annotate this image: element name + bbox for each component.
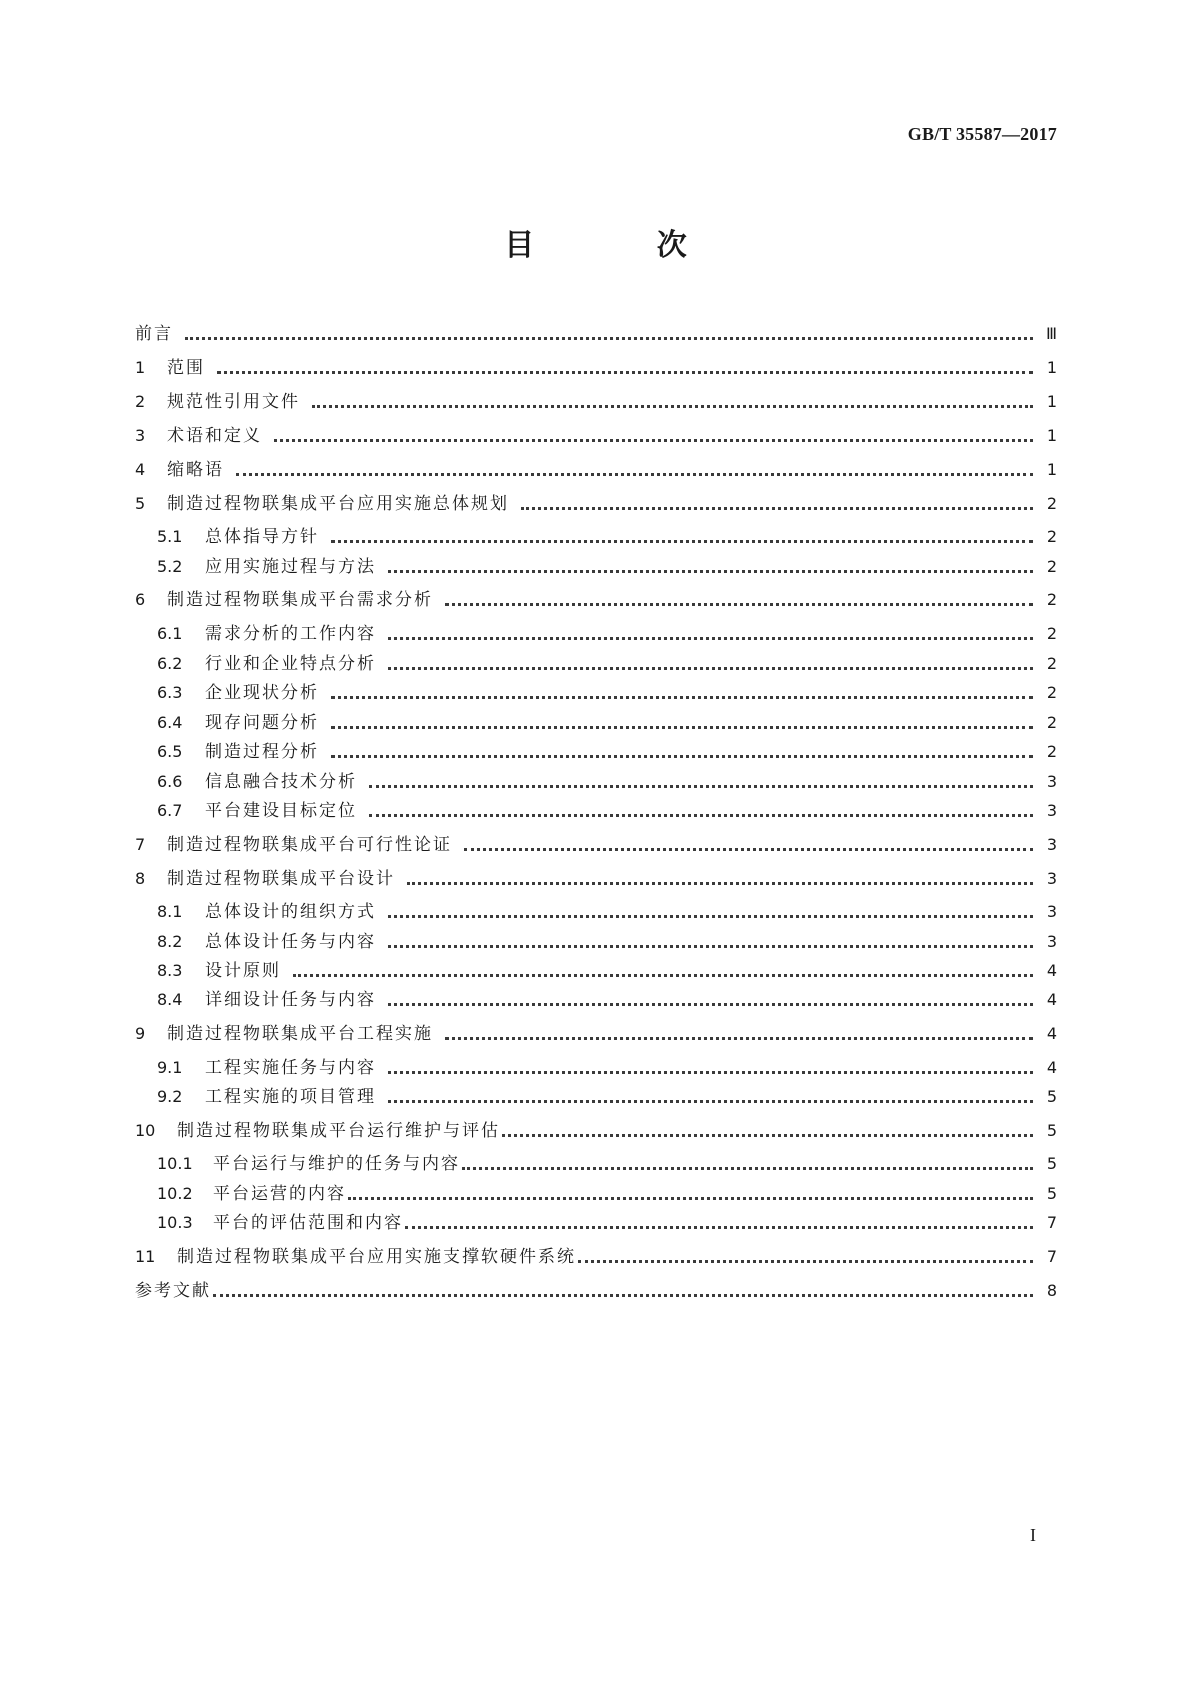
toc-entry-10[interactable] xyxy=(135,1119,1057,1143)
toc-entry-number: 6.2 xyxy=(157,654,183,673)
toc-entry-5-2[interactable] xyxy=(157,555,1057,579)
toc-entry-number: 6.7 xyxy=(157,801,183,820)
toc-entry-number: 6.1 xyxy=(157,624,183,643)
toc-entry-4[interactable] xyxy=(135,458,1057,482)
toc-entry-9-2[interactable] xyxy=(157,1085,1057,1109)
toc-leader-dots xyxy=(388,1100,1033,1103)
toc-entry-6-6[interactable] xyxy=(157,770,1057,794)
toc-entry-number: 9.1 xyxy=(157,1058,183,1077)
toc-entry-page: 2 xyxy=(1046,557,1057,576)
toc-entry-page: 5 xyxy=(1046,1154,1057,1173)
toc-entry-6-2[interactable] xyxy=(157,652,1057,676)
toc-leader-dots xyxy=(388,570,1033,573)
toc-entry-label: 平台运行与维护的任务与内容 xyxy=(213,1154,460,1174)
toc-entry-number: 7 xyxy=(135,835,146,854)
toc-title: 目 次 xyxy=(504,228,743,263)
toc-entry-number: 10 xyxy=(135,1121,156,1140)
toc-entry-label: 详细设计任务与内容 xyxy=(205,990,376,1010)
toc-leader-dots xyxy=(348,1197,1033,1200)
toc-leader-dots xyxy=(407,882,1033,885)
toc-leader-dots xyxy=(405,1226,1033,1229)
toc-entry-number: 8.2 xyxy=(157,932,183,951)
toc-leader-dots xyxy=(388,945,1033,948)
toc-entry-1[interactable] xyxy=(135,356,1057,380)
toc-entry-page: 4 xyxy=(1046,990,1057,1009)
toc-entry-label: 平台运营的内容 xyxy=(213,1184,346,1204)
toc-entry-number: 8.3 xyxy=(157,961,183,980)
toc-entry-label: 术语和定义 xyxy=(167,426,262,446)
toc-leader-dots xyxy=(293,974,1033,977)
toc-entry-label: 制造过程物联集成平台应用实施总体规划 xyxy=(167,494,509,514)
page-number-text: I xyxy=(1030,1525,1036,1545)
toc-entry-foreword[interactable] xyxy=(135,322,1057,346)
toc-entry-page: 2 xyxy=(1046,683,1057,702)
toc-leader-dots xyxy=(388,1003,1033,1006)
toc-entry-6-4[interactable] xyxy=(157,711,1057,735)
toc-leader-dots xyxy=(502,1134,1033,1137)
toc-entry-label: 制造过程物联集成平台需求分析 xyxy=(167,590,433,610)
toc-entry-number: 5.1 xyxy=(157,527,183,546)
toc-leader-dots xyxy=(369,785,1033,788)
toc-entry-8[interactable] xyxy=(135,867,1057,891)
toc-entry-page: 3 xyxy=(1046,801,1057,820)
toc-leader-dots xyxy=(445,603,1033,606)
toc-entry-label: 制造过程物联集成平台工程实施 xyxy=(167,1024,433,1044)
toc-entry-label: 总体指导方针 xyxy=(205,527,319,547)
toc-leader-dots xyxy=(464,848,1033,851)
toc-entry-number: 6.4 xyxy=(157,713,183,732)
toc-entry-number: 5.2 xyxy=(157,557,183,576)
toc-entry-label: 范围 xyxy=(167,358,205,378)
toc-entry-page: 5 xyxy=(1046,1121,1057,1140)
toc-entry-3[interactable] xyxy=(135,424,1057,448)
toc-entry-label: 制造过程物联集成平台设计 xyxy=(167,869,395,889)
toc-entry-label: 设计原则 xyxy=(205,961,281,981)
toc-entry-6-1[interactable] xyxy=(157,622,1057,646)
toc-entry-page: 2 xyxy=(1046,624,1057,643)
toc-entry-label: 规范性引用文件 xyxy=(167,392,300,412)
toc-entry-10-2[interactable] xyxy=(157,1182,1057,1206)
toc-entry-page: 4 xyxy=(1046,1058,1057,1077)
toc-entry-label: 制造过程物联集成平台可行性论证 xyxy=(167,835,452,855)
toc-entry-label: 前言 xyxy=(135,324,173,344)
toc-entry-page: 3 xyxy=(1046,902,1057,921)
toc-entry-number: 11 xyxy=(135,1247,156,1266)
toc-leader-dots xyxy=(185,337,1033,340)
toc-entry-label: 制造过程分析 xyxy=(205,742,319,762)
toc-entry-8-2[interactable] xyxy=(157,930,1057,954)
toc-entry-label: 企业现状分析 xyxy=(205,683,319,703)
toc-entry-label: 行业和企业特点分析 xyxy=(205,654,376,674)
toc-entry-page: 2 xyxy=(1046,742,1057,761)
toc-entry-page: 1 xyxy=(1046,358,1057,377)
toc-entry-number: 6.6 xyxy=(157,772,183,791)
toc-entry-number: 6.5 xyxy=(157,742,183,761)
toc-entry-10-1[interactable] xyxy=(157,1152,1057,1176)
toc-entry-number: 5 xyxy=(135,494,146,513)
toc-entry-page: 4 xyxy=(1046,1024,1057,1043)
toc-entry-11[interactable] xyxy=(135,1245,1057,1269)
toc-leader-dots xyxy=(388,637,1033,640)
toc-leader-dots xyxy=(445,1037,1033,1040)
document-code: GB/T 35587—2017 xyxy=(907,124,1057,144)
toc-entry-label: 工程实施的项目管理 xyxy=(205,1087,376,1107)
toc-entry-page: 7 xyxy=(1046,1247,1057,1266)
toc-entry-page: 5 xyxy=(1046,1087,1057,1106)
toc-entry-page: 3 xyxy=(1046,835,1057,854)
toc-entry-page: 7 xyxy=(1046,1213,1057,1232)
toc-entry-6-7[interactable] xyxy=(157,799,1057,823)
toc-entry-bibliography[interactable] xyxy=(135,1279,1057,1303)
toc-entry-10-3[interactable] xyxy=(157,1211,1057,1235)
toc-entry-page: 2 xyxy=(1046,527,1057,546)
toc-leader-dots xyxy=(236,473,1033,476)
toc-entry-5-1[interactable] xyxy=(157,525,1057,549)
toc-entry-label: 应用实施过程与方法 xyxy=(205,557,376,577)
toc-entry-page: 2 xyxy=(1046,654,1057,673)
toc-entry-page: 3 xyxy=(1046,932,1057,951)
toc-entry-6-5[interactable] xyxy=(157,740,1057,764)
toc-leader-dots xyxy=(217,371,1033,374)
toc-leader-dots xyxy=(213,1294,1033,1297)
toc-entry-7[interactable] xyxy=(135,833,1057,857)
toc-entry-page: 2 xyxy=(1046,713,1057,732)
toc-entry-number: 2 xyxy=(135,392,146,411)
toc-entry-number: 3 xyxy=(135,426,146,445)
toc-entry-6[interactable] xyxy=(135,588,1057,612)
toc-leader-dots xyxy=(312,405,1033,408)
toc-leader-dots xyxy=(521,507,1033,510)
toc-entry-page: 1 xyxy=(1046,460,1057,479)
toc-entry-number: 10.3 xyxy=(157,1213,193,1232)
toc-entry-8-4[interactable] xyxy=(157,988,1057,1012)
toc-entry-number: 8.4 xyxy=(157,990,183,1009)
toc-entry-page: 4 xyxy=(1046,961,1057,980)
toc-entry-label: 需求分析的工作内容 xyxy=(205,624,376,644)
toc-entry-number: 8.1 xyxy=(157,902,183,921)
toc-entry-number: 10.2 xyxy=(157,1184,193,1203)
toc-entry-page: 8 xyxy=(1046,1281,1057,1300)
toc-entry-9[interactable] xyxy=(135,1022,1057,1046)
toc-entry-label: 平台的评估范围和内容 xyxy=(213,1213,403,1233)
toc-entry-number: 8 xyxy=(135,869,146,888)
toc-entry-8-3[interactable] xyxy=(157,959,1057,983)
toc-entry-label: 制造过程物联集成平台应用实施支撑软硬件系统 xyxy=(177,1247,576,1267)
toc-leader-dots xyxy=(331,755,1033,758)
toc-entry-page: 5 xyxy=(1046,1184,1057,1203)
toc-entry-number: 4 xyxy=(135,460,146,479)
toc-entry-number: 9 xyxy=(135,1024,146,1043)
toc-entry-label: 总体设计任务与内容 xyxy=(205,932,376,952)
toc-entry-5[interactable] xyxy=(135,492,1057,516)
toc-entry-label: 现存问题分析 xyxy=(205,713,319,733)
toc-entry-number: 6.3 xyxy=(157,683,183,702)
toc-leader-dots xyxy=(578,1260,1033,1263)
toc-entry-9-1[interactable] xyxy=(157,1056,1057,1080)
toc-entry-label: 工程实施任务与内容 xyxy=(205,1058,376,1078)
toc-entry-page: Ⅲ xyxy=(1045,324,1057,343)
toc-entry-2[interactable] xyxy=(135,390,1057,414)
toc-entry-6-3[interactable] xyxy=(157,681,1057,705)
toc-entry-number: 1 xyxy=(135,358,146,377)
toc-leader-dots xyxy=(462,1167,1033,1170)
toc-entry-number: 9.2 xyxy=(157,1087,183,1106)
toc-leader-dots xyxy=(388,667,1033,670)
toc-entry-page: 2 xyxy=(1046,590,1057,609)
toc-entry-label: 制造过程物联集成平台运行维护与评估 xyxy=(177,1121,500,1141)
toc-leader-dots xyxy=(331,726,1033,729)
toc-entry-label: 参考文献 xyxy=(135,1281,211,1301)
toc-entry-number: 10.1 xyxy=(157,1154,193,1173)
toc-entry-label: 信息融合技术分析 xyxy=(205,772,357,792)
toc-leader-dots xyxy=(331,696,1033,699)
toc-entry-page: 1 xyxy=(1046,392,1057,411)
toc-entry-number: 6 xyxy=(135,590,146,609)
toc-entry-page: 1 xyxy=(1046,426,1057,445)
toc-leader-dots xyxy=(388,1071,1033,1074)
toc-leader-dots xyxy=(388,915,1033,918)
toc-entry-page: 2 xyxy=(1046,494,1057,513)
toc-leader-dots xyxy=(274,439,1033,442)
toc-entry-page: 3 xyxy=(1046,772,1057,791)
toc-entry-8-1[interactable] xyxy=(157,900,1057,924)
toc-entry-label: 总体设计的组织方式 xyxy=(205,902,376,922)
toc-leader-dots xyxy=(331,540,1033,543)
toc-entry-label: 平台建设目标定位 xyxy=(205,801,357,821)
toc-entry-page: 3 xyxy=(1046,869,1057,888)
toc-entry-label: 缩略语 xyxy=(167,460,224,480)
toc-leader-dots xyxy=(369,814,1033,817)
